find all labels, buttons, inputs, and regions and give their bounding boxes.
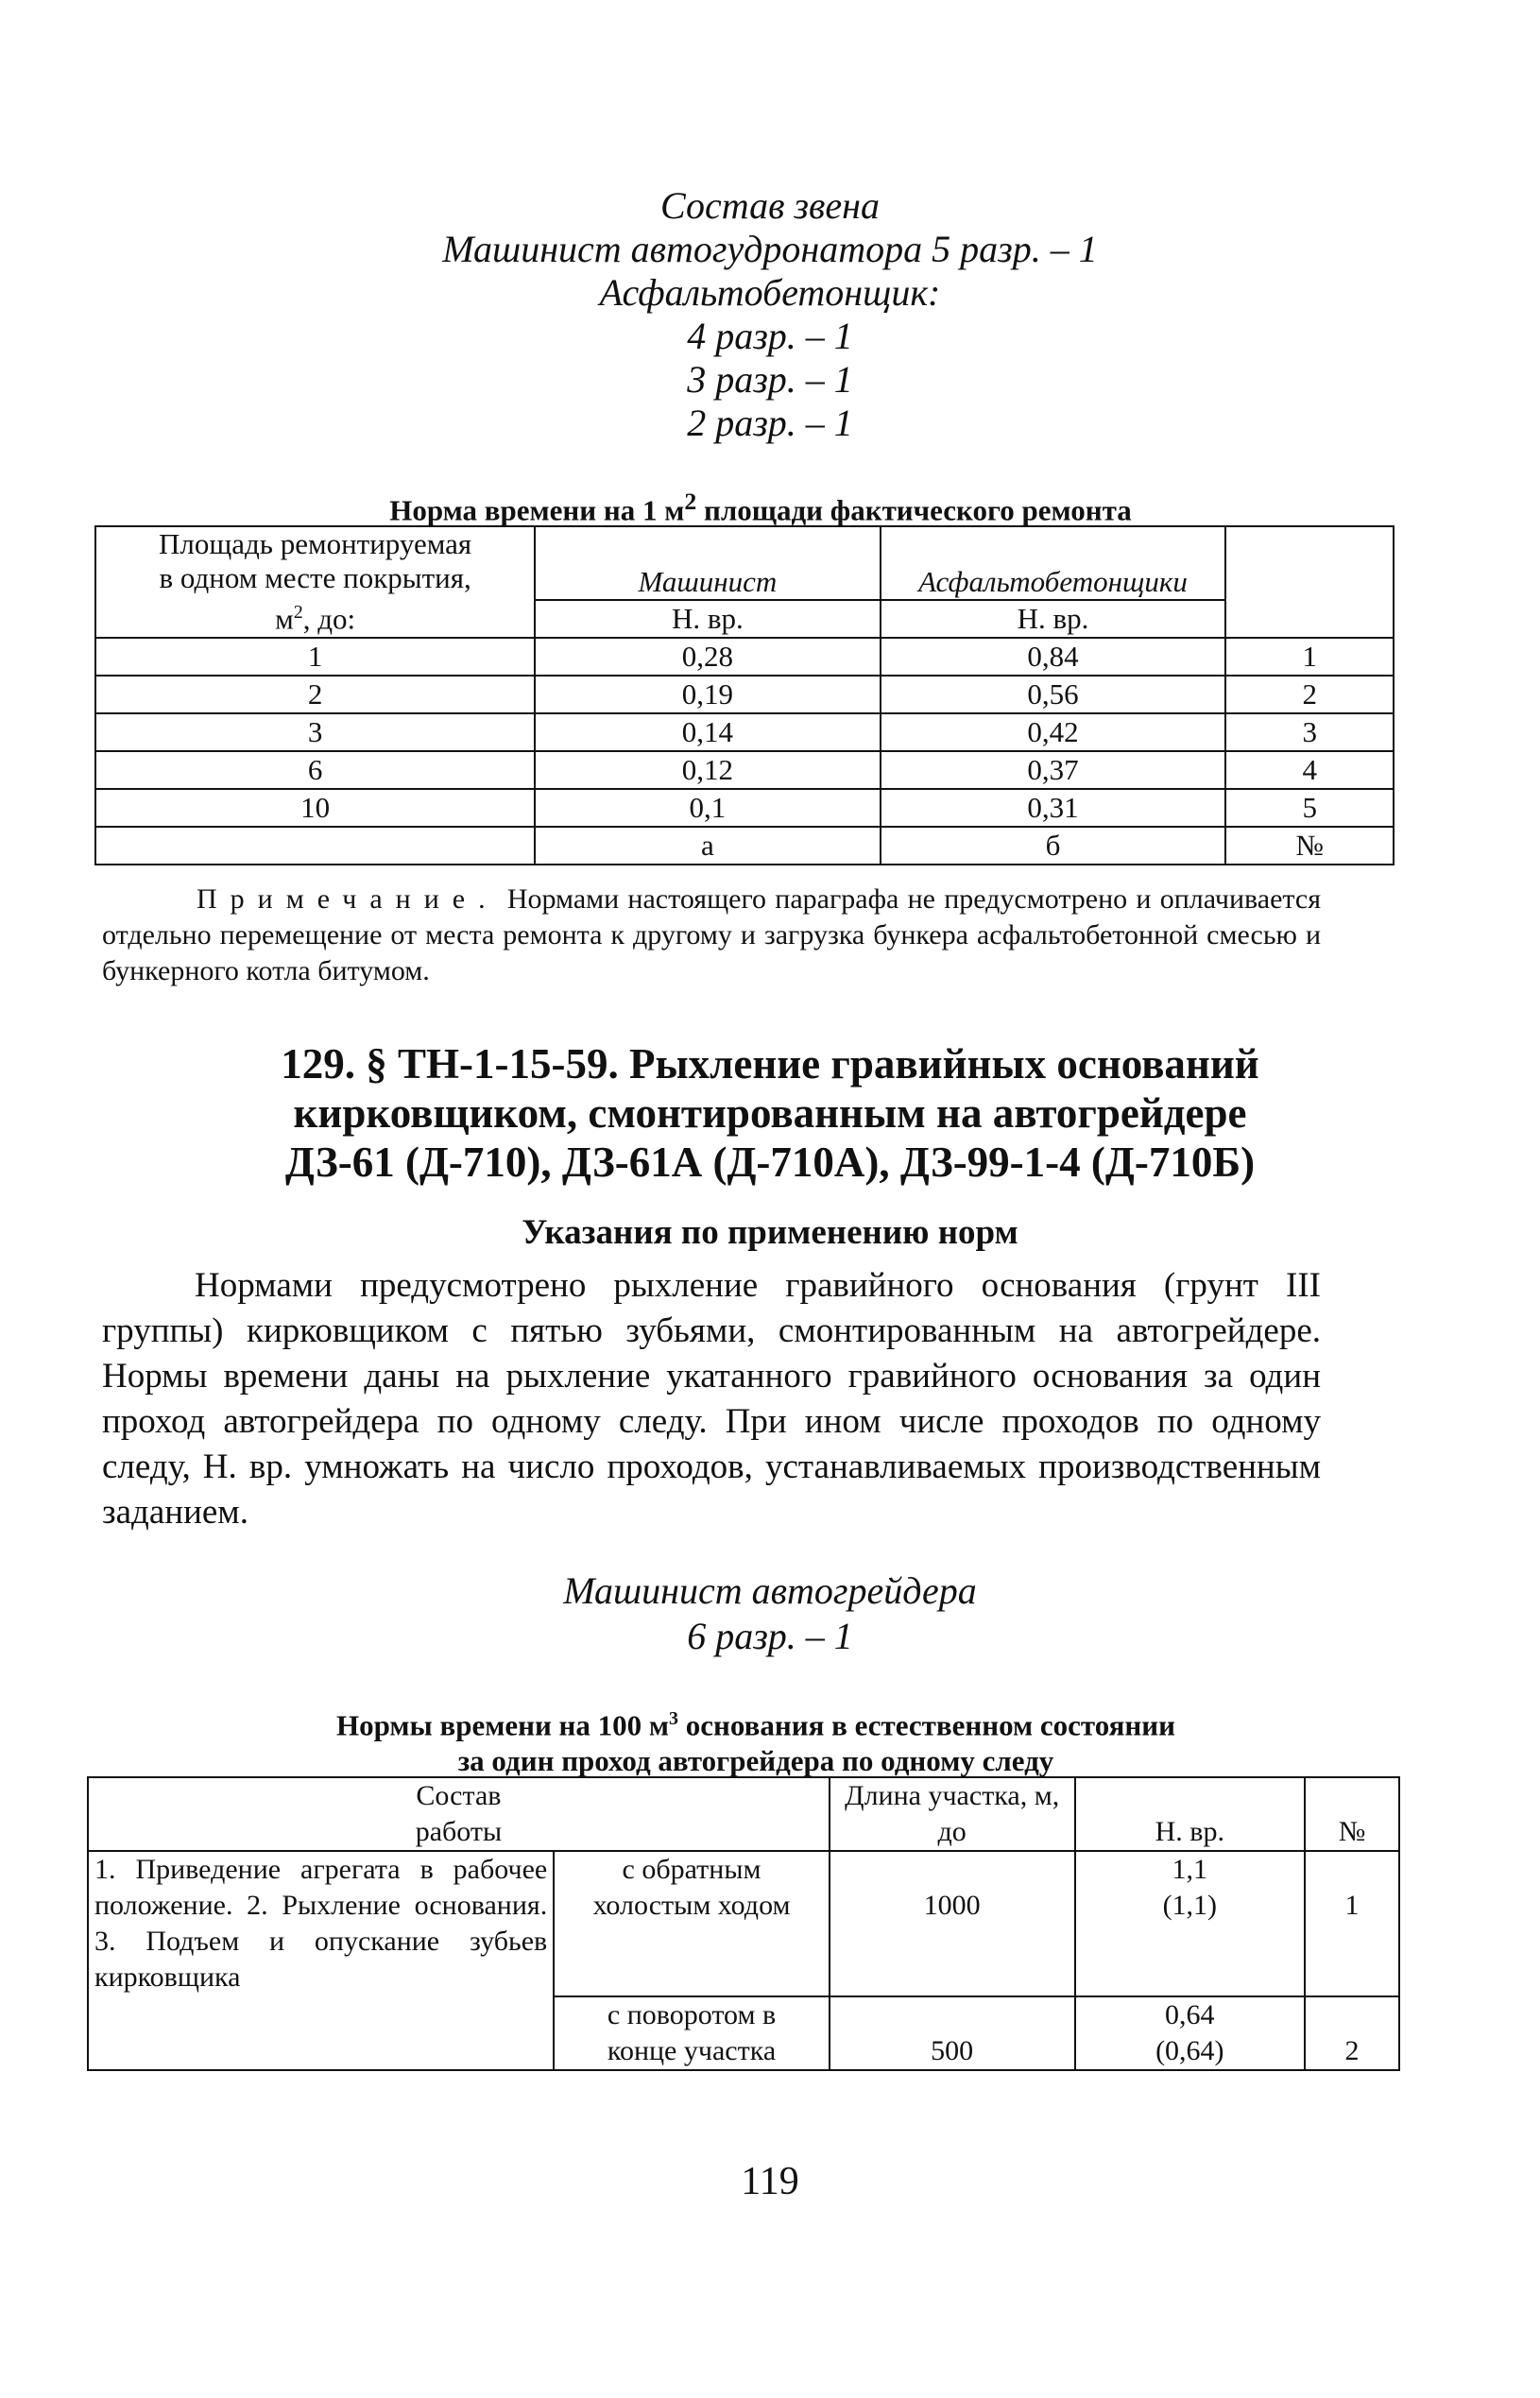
crew-composition-2 [0, 1568, 1540, 1659]
table-note [102, 882, 1321, 989]
header-no: № [1305, 1777, 1399, 1851]
nvr-cell: 0,64 (0,64) [1075, 1996, 1306, 2070]
body-paragraph: Нормами предусмотрено рыхление гравийного основания (грунт III группы) кирковщиком с пятью зубьями, смонтированным на автогрейдере. Нормы времени даны на рыхление укатанного гравийного основания за один проход автогрейдера по одному следу. При ином числе проходов по одному следу, Н. вр. умножать на число проходов, устанавливаемых производственным заданием. [102, 1266, 1321, 1532]
crew-line: Машинист автогудронатора 5 разр. – 1 [442, 228, 1098, 270]
header-nvr: Н. вр. [535, 600, 880, 638]
page-number: 119 [741, 2160, 799, 2203]
table-footer-row: а б № [95, 827, 1394, 865]
length-cell: 500 [830, 1996, 1075, 2070]
header-nvr: Н. вр. [881, 600, 1226, 638]
work-description: 1. Приведение агрегата в рабочее положение. 2. Рыхление основания. 3. Подъем и опускание зубьев кирковщика [88, 1851, 554, 2070]
crew-line: 3 разр. – 1 [687, 358, 853, 401]
header-work: Состав работы [88, 1777, 830, 1851]
header-nvr: Н. вр. [1075, 1777, 1306, 1851]
crew-line: Асфальтобетонщик: [599, 271, 941, 314]
table-row: 6 0,12 0,37 4 [95, 751, 1394, 789]
header-asphalt-workers: Асфальтобетонщики [881, 526, 1226, 600]
crew-line: 6 разр. – 1 [687, 1615, 853, 1657]
table2-caption: Нормы времени на 100 $м^3$ основания в естественном состоянии за один проход автогрейдера по одному следу [336, 1708, 1175, 1778]
header-blank [1225, 526, 1394, 638]
table-row: 10 0,1 0,31 5 [95, 789, 1394, 827]
row-number: 1 [1305, 1851, 1399, 1996]
time-norm-table-2 [87, 1776, 1400, 2071]
nvr-cell: 1,1 (1,1) [1075, 1851, 1306, 1996]
table-row [88, 1851, 1399, 1996]
sub-heading: Указания по применению норм [522, 1213, 1018, 1252]
note-label: Примечание. [197, 883, 499, 915]
row-number: 2 [1305, 1996, 1399, 2070]
header-area: Площадь ремонтируемая в одном месте покрытия, $м^2$, до: [95, 526, 535, 638]
table-row: 2 0,19 0,56 2 [95, 676, 1394, 713]
crew-line: 2 разр. – 1 [687, 402, 853, 444]
section-title: 129. § ТН-1-15-59. Рыхление гравийных оснований кирковщиком, смонтированным на автогрейдере ДЗ-61 (Д-710), ДЗ-61А (Д-710А), ДЗ-99-1-4 (Д-710Б) [281, 1040, 1259, 1186]
mode-cell: с обратным холостым ходом [554, 1851, 830, 1996]
note-text: Нормами настоящего параграфа не предусмотрено и оплачивается отдельно перемещение от места ремонта к другому и загрузка бункера асфальтобетонной смесью и бункерного котла битумом. [102, 883, 1321, 986]
table1-caption: Норма времени на 1 $м^2$ площади фактического ремонта [389, 488, 1132, 527]
header-length: Длина участка, м, до [830, 1777, 1075, 1851]
table-row: 1 0,28 0,84 1 [95, 638, 1394, 676]
length-cell: 1000 [830, 1851, 1075, 1996]
crew-line: 4 разр. – 1 [687, 315, 853, 357]
table-row: 3 0,14 0,42 3 [95, 713, 1394, 751]
crew-line: Машинист автогрейдера [563, 1569, 977, 1612]
mode-cell: с поворотом в конце участка [554, 1996, 830, 2070]
time-norm-table-1 [94, 525, 1395, 865]
crew-title: Состав звена [659, 184, 880, 227]
crew-composition [0, 184, 1540, 445]
header-machinist: Машинист [535, 526, 880, 600]
table-header-row [88, 1777, 1399, 1851]
